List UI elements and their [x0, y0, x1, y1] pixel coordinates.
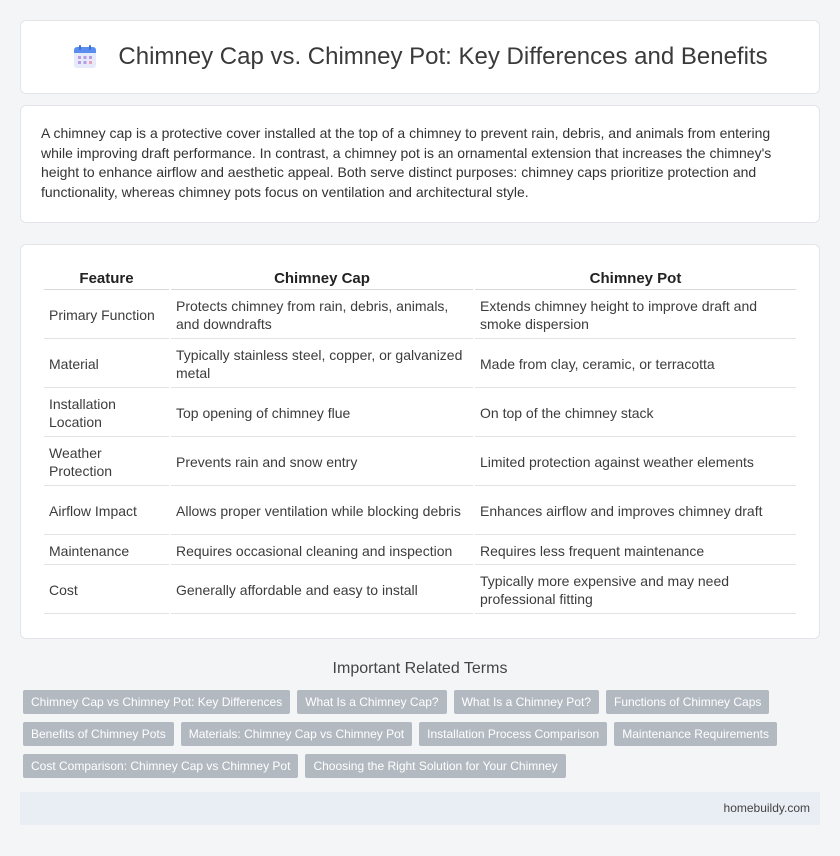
chimney-pot-cell: On top of the chimney stack: [475, 390, 796, 437]
chimney-pot-cell: Limited protection against weather elements: [475, 439, 796, 486]
chimney-cap-cell: Typically stainless steel, copper, or galvanized metal: [171, 341, 473, 388]
chimney-cap-cell: Top opening of chimney flue: [171, 390, 473, 437]
calendar-icon: [72, 44, 98, 70]
chimney-pot-cell: Typically more expensive and may need professional fitting: [475, 567, 796, 614]
feature-cell: Airflow Impact: [44, 488, 169, 535]
table-row: [44, 292, 796, 339]
table-row: [44, 341, 796, 388]
related-terms-title: Important Related Terms: [332, 660, 508, 678]
header-chimney-cap: Chimney Cap: [171, 267, 473, 290]
title-card: [20, 20, 820, 94]
table-row: [44, 567, 796, 614]
chimney-pot-cell: Made from clay, ceramic, or terracotta: [475, 341, 796, 388]
related-tag[interactable]: What Is a Chimney Cap?: [297, 690, 446, 714]
related-tag[interactable]: Maintenance Requirements: [614, 722, 777, 746]
related-tag[interactable]: What Is a Chimney Pot?: [454, 690, 599, 714]
footer: [20, 792, 820, 825]
feature-cell: Installation Location: [44, 390, 169, 437]
chimney-cap-cell: Allows proper ventilation while blocking debris: [171, 488, 473, 535]
related-tag[interactable]: Choosing the Right Solution for Your Chimney: [305, 754, 565, 778]
related-tag[interactable]: Cost Comparison: Chimney Cap vs Chimney Pot: [23, 754, 298, 778]
page-title: Chimney Cap vs. Chimney Pot: Key Differences and Benefits: [118, 43, 768, 70]
related-tag[interactable]: Chimney Cap vs Chimney Pot: Key Differences: [23, 690, 290, 714]
feature-cell: Weather Protection: [44, 439, 169, 486]
intro-card: [20, 105, 820, 223]
related-terms-tags: [20, 690, 820, 778]
header-chimney-pot: Chimney Pot: [475, 267, 796, 290]
chimney-cap-cell: Requires occasional cleaning and inspection: [171, 537, 473, 565]
chimney-pot-cell: Extends chimney height to improve draft and smoke dispersion: [475, 292, 796, 339]
feature-cell: Material: [44, 341, 169, 388]
related-tag[interactable]: Installation Process Comparison: [419, 722, 607, 746]
table-header-row: [44, 267, 796, 290]
related-terms-section: [0, 660, 840, 678]
table-row: [44, 488, 796, 535]
chimney-cap-cell: Generally affordable and easy to install: [171, 567, 473, 614]
chimney-pot-cell: Enhances airflow and improves chimney draft: [475, 488, 796, 535]
feature-cell: Primary Function: [44, 292, 169, 339]
comparison-table: [42, 265, 798, 616]
intro-paragraph: A chimney cap is a protective cover installed at the top of a chimney to prevent rain, debris, and animals from entering while improving draft performance. In contrast, a chimney pot is an ornamental extension that increases the chimney's height to enhance airflow and aesthetic appeal. Both serve distinct purposes: chimney caps prioritize protection and functionality, whereas chimney pots focus on ventilation and architectural style.: [41, 125, 772, 200]
table-row: [44, 537, 796, 565]
chimney-cap-cell: Protects chimney from rain, debris, animals, and downdrafts: [171, 292, 473, 339]
chimney-cap-cell: Prevents rain and snow entry: [171, 439, 473, 486]
feature-cell: Cost: [44, 567, 169, 614]
related-tag[interactable]: Benefits of Chimney Pots: [23, 722, 174, 746]
feature-cell: Maintenance: [44, 537, 169, 565]
table-row: [44, 390, 796, 437]
header-feature: Feature: [44, 267, 169, 290]
related-tag[interactable]: Functions of Chimney Caps: [606, 690, 769, 714]
footer-site-link[interactable]: homebuildy.com: [723, 801, 810, 816]
related-tag[interactable]: Materials: Chimney Cap vs Chimney Pot: [181, 722, 412, 746]
table-row: [44, 439, 796, 486]
chimney-pot-cell: Requires less frequent maintenance: [475, 537, 796, 565]
comparison-table-card: [20, 244, 820, 639]
